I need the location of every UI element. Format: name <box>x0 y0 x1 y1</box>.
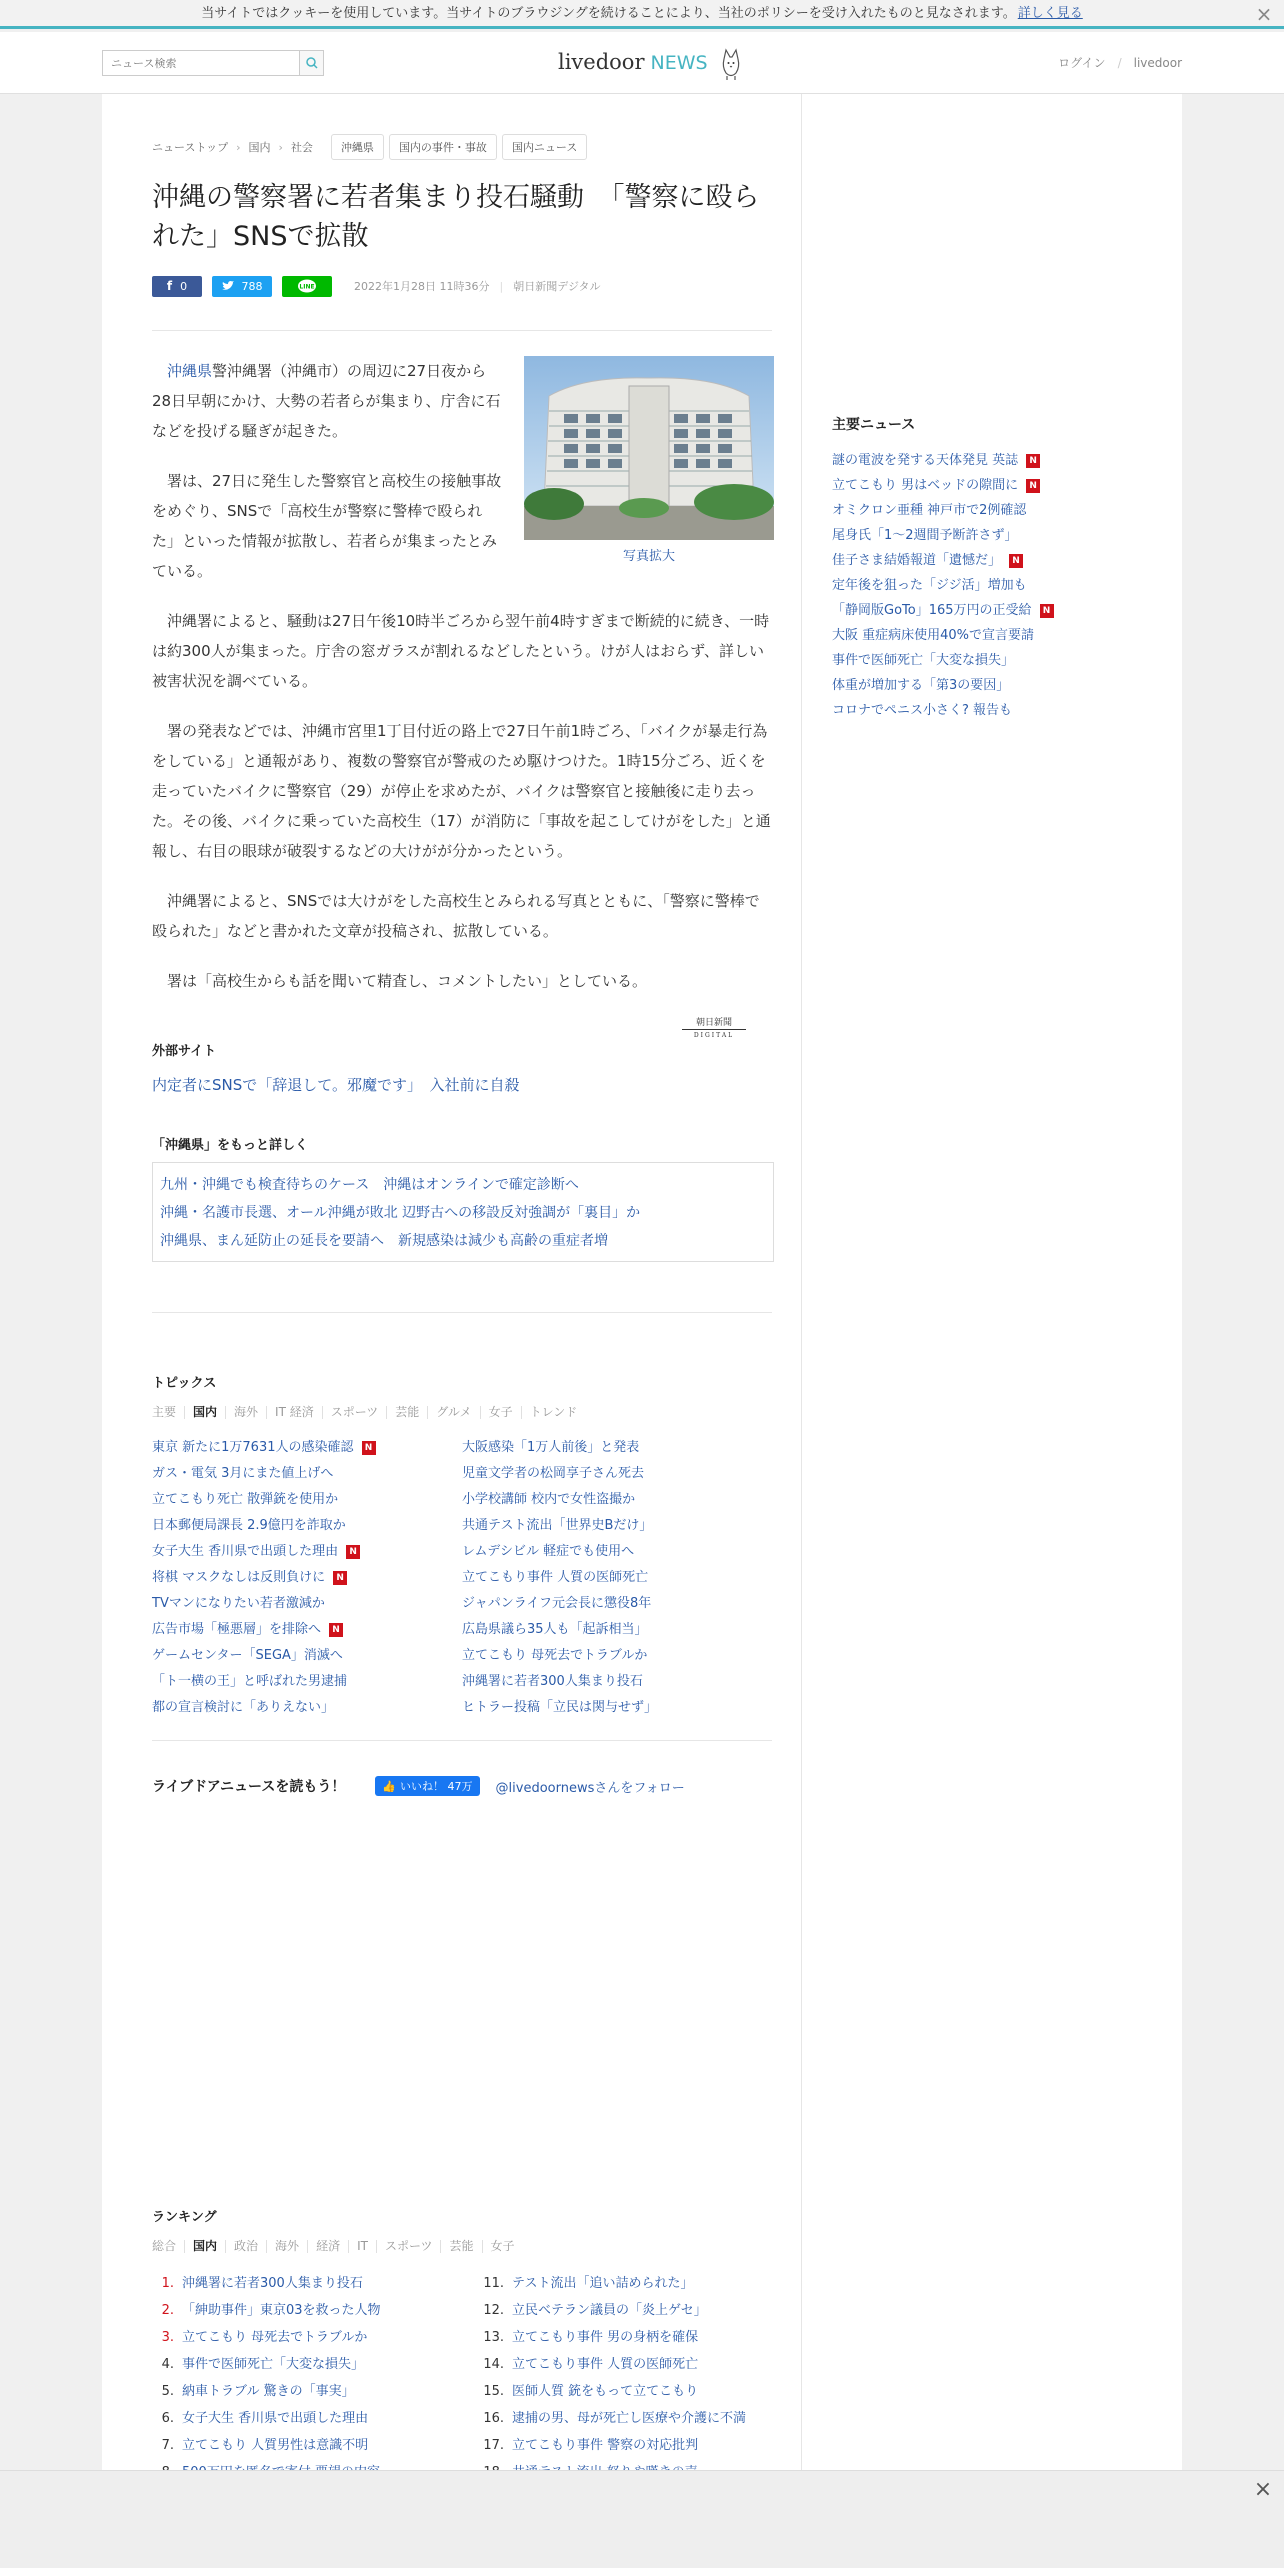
breadcrumb <box>152 134 592 160</box>
ranking-tab[interactable]: 女子 <box>490 2239 515 2253</box>
topic-item[interactable] <box>462 1539 772 1565</box>
article-paragraph-3: 沖縄署によると、騒動は27日午後10時半ごろから翌午前4時すぎまで断続的に続き、一時は約300人が集まった。庁舎の窓ガラスが割れるなどしたという。けが人はおらず、詳しい被害状況を調べている。 <box>152 612 770 690</box>
divider <box>152 330 772 331</box>
rank-number: 11. <box>483 2276 504 2291</box>
topic-item[interactable] <box>152 1643 462 1669</box>
topic-item-link[interactable]: 広告市場「極悪層」を排除へ <box>152 1622 322 1637</box>
meta-sep: | <box>499 280 504 293</box>
ranking-item[interactable] <box>482 2432 792 2459</box>
topic-item[interactable] <box>462 1617 772 1643</box>
main-news-item-link[interactable]: コロナでペニス小さく? 報告も <box>832 703 1013 718</box>
rank-link[interactable]: 立てこもり 人質男性は意識不明 <box>182 2438 369 2453</box>
follow-row <box>152 1776 685 1796</box>
topic-item[interactable] <box>152 1539 462 1565</box>
main-column <box>102 94 802 2470</box>
topic-item-link[interactable]: 日本郵便局課長 2.9億円を詐取か <box>152 1518 346 1533</box>
external-site-heading: 外部サイト <box>152 1044 217 1059</box>
topic-item[interactable] <box>152 1669 462 1695</box>
main-news-item-link[interactable]: 佳子さま結婚報道「遺憾だ」 <box>832 553 1002 568</box>
topics-tabs <box>152 1406 585 1419</box>
topic-item[interactable] <box>152 1461 462 1487</box>
topic-item[interactable] <box>462 1435 772 1461</box>
main-news-item[interactable] <box>832 623 1152 648</box>
topic-item-link[interactable]: 沖縄署に若者300人集まり投石 <box>462 1674 643 1689</box>
chevron-right-icon: › <box>236 140 241 154</box>
ranking-item[interactable] <box>482 2270 792 2297</box>
main-news-item[interactable] <box>832 598 1152 623</box>
ranking-tab[interactable]: 総合 <box>152 2240 185 2253</box>
topics-tab[interactable]: スポーツ <box>323 1406 388 1419</box>
topic-item-link[interactable]: ゲームセンター「SEGA」消滅へ <box>152 1648 343 1663</box>
header-links <box>1058 54 1182 71</box>
ranking-item[interactable] <box>152 2351 462 2378</box>
thumbs-up-icon: 👍 <box>382 1779 397 1793</box>
main-news-item-link[interactable]: 謎の電波を発する天体発見 英誌 <box>832 453 1019 468</box>
main-news-item-link[interactable]: オミクロン亜種 神戸市で2例確認 <box>832 503 1027 518</box>
article-date: 2022年1月28日 11時36分 <box>354 280 490 293</box>
header-sep: / <box>1117 56 1122 70</box>
chevron-right-icon: › <box>278 140 283 154</box>
rank-link[interactable]: 立てこもり事件 男の身柄を確保 <box>512 2330 699 2345</box>
breadcrumb-domestic[interactable]: 国内 <box>248 141 271 154</box>
topics-tab-active[interactable]: 国内 <box>185 1406 226 1419</box>
rank-link[interactable]: 事件で医師死亡「大変な損失」 <box>182 2357 365 2372</box>
topic-item[interactable] <box>462 1487 772 1513</box>
tag-list <box>331 134 592 160</box>
photo-box[interactable] <box>524 356 774 567</box>
logo-livedoor: livedoor <box>558 50 645 74</box>
article-photo[interactable] <box>524 356 774 540</box>
topic-item[interactable] <box>462 1565 772 1591</box>
topic-item-link[interactable]: 「ト一横の王」と呼ばれた男逮捕 <box>152 1674 348 1689</box>
rank-number: 5. <box>161 2384 174 2399</box>
main-news-item[interactable] <box>832 548 1152 573</box>
rank-link[interactable]: 沖縄署に若者300人集まり投石 <box>182 2276 363 2291</box>
topic-item-link[interactable]: 児童文学者の松岡享子さん死去 <box>462 1466 645 1481</box>
asahi-digital-logo <box>682 1018 746 1042</box>
article-title: 沖縄の警察署に若者集まり投石騒動 「警察に殴られた」SNSで拡散 <box>152 182 760 252</box>
tag-incident[interactable]: 国内の事件・事故 <box>389 134 497 160</box>
share-row <box>152 276 601 296</box>
main-news-item[interactable] <box>832 573 1152 598</box>
rank-link[interactable]: 女子大生 香川県で出頭した理由 <box>182 2411 369 2426</box>
main-news-heading: 主要ニュース <box>832 417 916 433</box>
site-header <box>0 32 1284 94</box>
topics-tab[interactable]: 主要 <box>152 1406 185 1419</box>
ranking-tab[interactable]: 経済 <box>308 2240 349 2253</box>
cookie-text: 当サイトではクッキーを使用しています。当サイトのブラウジングを続けることにより、当社のポリシーを受け入れたものと見なされます。 <box>201 6 1016 21</box>
related-link[interactable]: 沖縄・名護市長選、オール沖縄が敗北 辺野古への移設反対強調が「裏目」か <box>160 1205 641 1221</box>
ranking-item[interactable] <box>482 2297 792 2324</box>
ranking-item[interactable] <box>152 2378 462 2405</box>
close-icon[interactable]: × <box>1253 2477 1273 2502</box>
main-news-item-link[interactable]: 体重が増加する「第3の要因」 <box>832 678 1010 693</box>
main-news-item-link[interactable]: 立てこもり 男はベッドの隙間に <box>832 478 1019 493</box>
main-news-list <box>832 448 1152 723</box>
topics-tab[interactable]: IT 経済 <box>267 1406 323 1419</box>
new-badge-icon: N <box>329 1623 343 1637</box>
source-logo-top: 朝日新聞 <box>695 1018 732 1028</box>
topic-item-link[interactable]: ヒトラー投稿「立民は関与せず」 <box>462 1700 658 1715</box>
topic-item-link[interactable]: 立てこもり事件 人質の医師死亡 <box>462 1570 649 1585</box>
main-news-item-link[interactable]: 事件で医師死亡「大変な損失」 <box>832 653 1015 668</box>
topic-item-link[interactable]: 立てこもり 母死去でトラブルか <box>462 1648 648 1663</box>
topic-item[interactable] <box>462 1591 772 1617</box>
topic-item-link[interactable]: ジャパンライフ元会長に懲役8年 <box>462 1596 652 1611</box>
new-badge-icon: N <box>333 1571 347 1585</box>
main-news-item-link[interactable]: 尾身氏「1～2週間予断許さず」 <box>832 528 1018 543</box>
topics-tab[interactable]: 海外 <box>226 1406 267 1419</box>
main-news-item[interactable] <box>832 473 1152 498</box>
article-paragraph-2: 署は、27日に発生した警察官と高校生の接触事故をめぐり、SNSで「高校生が警察に警棒で殴られた」といった情報が拡散し、若者らが集まったとみている。 <box>152 472 502 580</box>
twitter-share-button[interactable] <box>212 276 272 297</box>
topic-item-link[interactable]: 立てこもり死亡 散弾銃を使用か <box>152 1492 339 1507</box>
site-logo[interactable] <box>558 44 742 80</box>
tag-okinawa[interactable]: 沖縄県 <box>331 134 384 160</box>
ranking-tab[interactable]: 芸能 <box>441 2240 482 2253</box>
ranking-tab[interactable]: IT <box>349 2240 377 2253</box>
topic-item-link[interactable]: ガス・電気 3月にまた値上げへ <box>152 1466 334 1481</box>
rank-number: 2. <box>161 2303 174 2318</box>
article-paragraph-6: 署は「高校生からも話を聞いて精査し、コメントしたい」としている。 <box>167 972 648 990</box>
rank-number: 16. <box>483 2411 504 2426</box>
ranking-item[interactable] <box>482 2324 792 2351</box>
topic-item-link[interactable]: 将棋 マスクなしは反則負けに <box>152 1570 326 1585</box>
topic-item[interactable] <box>152 1513 462 1539</box>
rank-number: 17. <box>483 2438 504 2453</box>
ranking-item[interactable] <box>482 2378 792 2405</box>
ranking-tab[interactable]: スポーツ <box>377 2240 442 2253</box>
page-container <box>102 94 1182 2470</box>
facebook-like-button[interactable] <box>375 1776 479 1796</box>
facebook-count: 0 <box>180 279 188 293</box>
topic-item[interactable] <box>462 1669 772 1695</box>
okinawa-keyword-link[interactable]: 沖縄県 <box>167 362 213 380</box>
topic-item-link[interactable]: 女子大生 香川県で出頭した理由 <box>152 1544 339 1559</box>
logo-news: NEWS <box>650 52 708 74</box>
facebook-icon: f <box>166 279 173 293</box>
breadcrumb-society[interactable]: 社会 <box>290 141 313 154</box>
rank-link[interactable]: 立てこもり事件 警察の対応批判 <box>512 2438 699 2453</box>
new-badge-icon: N <box>1009 554 1023 568</box>
livedoor-link[interactable]: livedoor <box>1133 56 1182 70</box>
paragraph-1-text: 警沖縄署（沖縄市）の周辺に27日夜から28日早朝にかけ、大勢の若者らが集まり、庁舎に石などを投げる騒ぎが起きた。 <box>152 362 501 440</box>
ranking-tab-active[interactable]: 国内 <box>185 2240 226 2253</box>
rank-link[interactable]: 立てこもり事件 人質の医師死亡 <box>512 2357 699 2372</box>
rank-link[interactable]: 逮捕の男、母が死亡し医療や介護に不満 <box>512 2411 747 2426</box>
ranking-tabs <box>152 2240 523 2253</box>
divider <box>152 1312 772 1313</box>
topic-item[interactable] <box>152 1487 462 1513</box>
related-links-box <box>152 1162 774 1262</box>
cookie-close-icon[interactable]: × <box>1255 2 1273 26</box>
ranking-item[interactable] <box>152 2270 462 2297</box>
topics-tab[interactable]: 女子 <box>481 1406 522 1419</box>
ranking-item[interactable] <box>482 2405 792 2432</box>
rank-number: 7. <box>161 2438 174 2453</box>
main-news-item[interactable] <box>832 698 1152 723</box>
line-share-button[interactable] <box>282 276 332 297</box>
rank-link[interactable]: 医師人質 銃をもって立てこもり <box>512 2384 699 2399</box>
new-badge-icon: N <box>362 1441 376 1455</box>
twitter-count: 788 <box>241 279 263 293</box>
rank-link[interactable]: 「紳助事件」東京03を救った人物 <box>182 2303 381 2318</box>
rank-number: 6. <box>161 2411 174 2426</box>
new-badge-icon: N <box>1040 604 1054 618</box>
ranking-tab[interactable]: 海外 <box>267 2240 308 2253</box>
ranking-item[interactable] <box>482 2351 792 2378</box>
main-news-item[interactable] <box>832 498 1152 523</box>
external-site-link[interactable]: 内定者にSNSで「辞退して。邪魔です」 入社前に自殺 <box>152 1076 520 1094</box>
topic-item[interactable] <box>152 1435 462 1461</box>
topic-item-link[interactable]: TVマンになりたい若者激減か <box>152 1596 325 1611</box>
rank-link[interactable]: テスト流出「追い詰められた」 <box>512 2276 694 2291</box>
rank-link[interactable]: 立てこもり 母死去でトラブルか <box>182 2330 368 2345</box>
new-badge-icon: N <box>1026 454 1040 468</box>
ranking-item[interactable] <box>152 2324 462 2351</box>
main-news-item-link[interactable]: 大阪 重症病床使用40%で宣言要請 <box>832 628 1035 643</box>
article-source: 朝日新聞デジタル <box>513 280 601 293</box>
rank-number: 15. <box>483 2384 504 2399</box>
topic-item-link[interactable]: 共通テスト流出「世界史Bだけ」 <box>462 1518 653 1533</box>
topics-right-column <box>462 1435 772 1721</box>
tag-domestic[interactable]: 国内ニュース <box>502 134 587 160</box>
ranking-item[interactable] <box>152 2405 462 2432</box>
ranking-heading: ランキング <box>152 2210 217 2225</box>
topics-tab[interactable]: トレンド <box>529 1405 578 1419</box>
police-building-image <box>524 356 774 540</box>
photo-enlarge-link[interactable]: 写真拡大 <box>622 549 675 564</box>
topics-heading: トピックス <box>152 1376 217 1391</box>
divider <box>152 1740 772 1741</box>
facebook-share-button[interactable] <box>152 276 202 297</box>
twitter-follow-link[interactable]: @livedoornewsさんをフォロー <box>495 1780 685 1796</box>
rank-number: 3. <box>161 2330 174 2345</box>
topic-item[interactable] <box>152 1591 462 1617</box>
rank-number: 4. <box>161 2357 174 2372</box>
main-news-item[interactable] <box>832 448 1152 473</box>
twitter-icon <box>222 281 234 291</box>
like-count: いいね！ 47万 <box>400 1780 473 1793</box>
topic-item-link[interactable]: 広島県議ら35人も「起訴相当」 <box>462 1622 648 1637</box>
cookie-banner <box>0 0 1284 29</box>
rank-number: 12. <box>483 2303 504 2318</box>
related-link[interactable]: 沖縄県、まん延防止の延長を要請へ 新規感染は減少も高齢の重症者増 <box>160 1233 608 1249</box>
rank-number: 14. <box>483 2357 504 2372</box>
search-box <box>102 50 324 76</box>
cookie-more-link[interactable]: 詳しく見る <box>1017 6 1083 21</box>
ranking-item[interactable] <box>152 2297 462 2324</box>
topic-item[interactable] <box>462 1695 772 1721</box>
related-heading: 「沖縄県」をもっと詳しく <box>152 1138 309 1153</box>
ranking-tab[interactable]: 政治 <box>226 2240 267 2253</box>
login-link[interactable]: ログイン <box>1058 56 1106 70</box>
topic-item-link[interactable]: レムデシビル 軽症でも使用へ <box>462 1544 635 1559</box>
new-badge-icon: N <box>346 1545 360 1559</box>
topic-item-link[interactable]: 小学校講師 校内で女性盗撮か <box>462 1492 636 1507</box>
related-link[interactable]: 九州・沖縄でも検査待ちのケース 沖縄はオンラインで確定診断へ <box>160 1177 579 1193</box>
topics-left-column <box>152 1435 462 1721</box>
svg-text:LINE: LINE <box>299 283 315 291</box>
topic-item-link[interactable]: 大阪感染「1万人前後」と発表 <box>462 1440 640 1455</box>
main-news-item[interactable] <box>832 648 1152 673</box>
bottom-ad-bar <box>0 2470 1284 2568</box>
main-news-item-link[interactable]: 「静岡版GoTo」165万円の正受給 <box>832 603 1032 618</box>
topic-item-link[interactable]: 東京 新たに1万7631人の感染確認 <box>152 1440 354 1455</box>
topic-item[interactable] <box>462 1461 772 1487</box>
mascot-icon <box>720 47 742 81</box>
main-news-item[interactable] <box>832 673 1152 698</box>
article-paragraph-5: 沖縄署によると、SNSでは大けがをした高校生とみられる写真とともに、「警察に警棒で殴られた」などと書かれた文章が投稿され、拡散している。 <box>152 892 760 940</box>
article-paragraph-4: 署の発表などでは、沖縄市宮里1丁目付近の路上で27日午前1時ごろ、「バイクが暴走行為をしている」と通報があり、複数の警察官が警戒のため駆けつけた。1時15分ごろ、近くを走っていたバイクに警察官（29）が停止を求めたが、バイクは警察官と接触後に走り去った。その後、バイクに乗っていた高校生（17）が消防に「事故を起こしてけがをした」と通報し、右目の眼球が破裂するなどの大けがが分かったという。 <box>152 722 771 860</box>
topic-item[interactable] <box>152 1617 462 1643</box>
ranking-item[interactable] <box>152 2432 462 2459</box>
topic-item-link[interactable]: 都の宣言検討に「ありえない」 <box>152 1700 335 1715</box>
article-body <box>152 356 774 1016</box>
topic-item[interactable] <box>152 1565 462 1591</box>
rank-number: 1. <box>161 2276 174 2291</box>
rank-link[interactable]: 納車トラブル 驚きの「事実」 <box>182 2384 355 2399</box>
topic-item[interactable] <box>152 1695 462 1721</box>
article-meta <box>354 278 601 294</box>
new-badge-icon: N <box>1026 479 1040 493</box>
search-button[interactable] <box>299 51 323 75</box>
main-news-item[interactable] <box>832 523 1152 548</box>
topics-tab[interactable]: グルメ <box>428 1406 480 1419</box>
topic-item[interactable] <box>462 1513 772 1539</box>
rank-link[interactable]: 立民ベテラン議員の「炎上ゲセ」 <box>512 2303 707 2318</box>
topics-tab[interactable]: 芸能 <box>387 1406 428 1419</box>
rank-number: 13. <box>483 2330 504 2345</box>
breadcrumb-top[interactable]: ニューストップ <box>152 141 229 154</box>
search-input[interactable] <box>103 51 299 75</box>
source-logo-bottom: DIGITAL <box>682 1029 746 1041</box>
sidebar <box>802 94 1182 2470</box>
topic-item[interactable] <box>462 1643 772 1669</box>
line-icon <box>297 279 317 293</box>
search-icon <box>300 51 324 75</box>
main-news-box <box>832 414 1152 723</box>
follow-heading: ライブドアニュースを読もう！ <box>152 1779 346 1795</box>
main-news-item-link[interactable]: 定年後を狙った「ジジ活」増加も <box>832 578 1027 593</box>
